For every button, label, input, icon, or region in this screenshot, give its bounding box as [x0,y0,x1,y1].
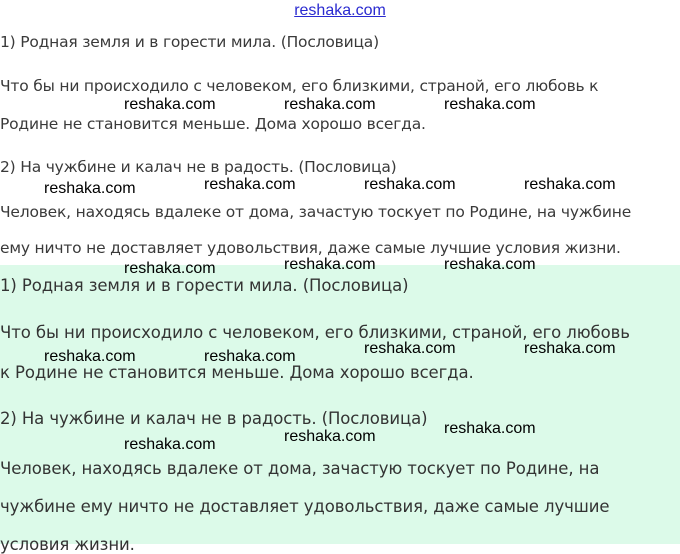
watermark: reshaka.com [444,420,536,437]
watermark: reshaka.com [444,256,536,273]
proverb-2-title: 2) На чужбине и калач не в радость. (Пословица) [0,158,397,176]
watermark: reshaka.com [124,436,216,453]
watermark: reshaka.com [124,260,216,277]
watermark: reshaka.com [284,256,376,273]
watermark: reshaka.com [364,340,456,357]
proverb-1-text-repeat-line-2: к Родине не становится меньше. Дома хорошо всегда. [0,363,474,382]
proverb-2-text-repeat-line-1: Человек, находясь вдалеке от дома, зачастую тоскует по Родине, на [0,459,600,478]
proverb-2-text-repeat-line-2: чужбине ему ничто не доставляет удовольствия, даже самые лучшие [0,497,610,516]
proverb-1-text-repeat-line-1: Что бы ни происходило с человеком, его близкими, страной, его любовь [0,323,630,342]
watermark: reshaka.com [284,96,376,113]
watermark: reshaka.com [524,176,616,193]
watermark: reshaka.com [204,348,296,365]
proverb-1-title: 1) Родная земля и в горести мила. (Пословица) [0,33,379,51]
watermark: reshaka.com [204,176,296,193]
watermark: reshaka.com [124,96,216,113]
proverb-2-text-repeat-line-3: условия жизни. [0,535,135,554]
watermark: reshaka.com [364,176,456,193]
watermark: reshaka.com [524,340,616,357]
proverb-2-text-line-1: Человек, находясь вдалеке от дома, зачастую тоскует по Родине, на чужбине [0,203,632,221]
proverb-1-text-line-2: Родине не становится меньше. Дома хорошо всегда. [0,115,426,133]
watermark: reshaka.com [44,180,136,197]
watermark: reshaka.com [284,428,376,445]
proverb-2-title-repeat: 2) На чужбине и калач не в радость. (Пословица) [0,409,428,428]
watermark: reshaka.com [44,348,136,365]
proverb-1-title-repeat: 1) Родная земля и в горести мила. (Пословица) [0,276,409,295]
proverb-2-text-line-2: ему ничто не доставляет удовольствия, даже самые лучшие условия жизни. [0,239,621,257]
proverb-1-text-line-1: Что бы ни происходило с человеком, его близкими, страной, его любовь к [0,77,599,95]
watermark: reshaka.com [444,96,536,113]
site-link[interactable]: reshaka.com [294,2,386,19]
